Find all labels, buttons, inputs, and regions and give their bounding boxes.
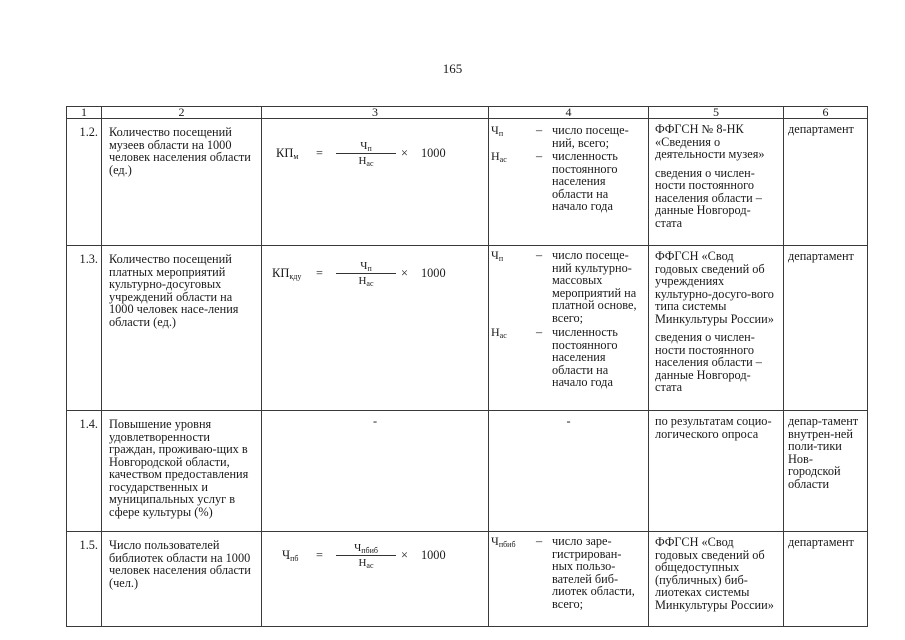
formula-cell [262,246,489,411]
equals-sign: = [316,266,323,280]
indicator-table [66,106,868,627]
indicator-name: Число пользователей библиотек области на 1000 человек населения области (чел.) [102,532,262,627]
column-header: 5 [649,107,784,119]
equals-sign: = [316,146,323,160]
definitions-cell: - [489,411,649,532]
column-header: 6 [784,107,868,119]
row-number: 1.3. [67,246,102,411]
table-row [67,532,868,627]
definitions-cell: $Ч_{пбиб}$ – число заре-гистрирован-ных пользо-вателей биб-лиотек области, всего; [489,532,649,627]
source-text: по результатам социо-логического опроса [655,414,772,441]
row-number: 1.5. [67,532,102,627]
formula-lhs: $КП_м$ [276,146,299,161]
source-text: сведения о числен-ности постоянного населения области – данные Новгород-стата [655,330,762,394]
source-cell [649,246,784,411]
column-header: 3 [262,107,489,119]
equals-sign: = [316,548,323,562]
definitions-cell: $Ч_п$ – число посеще-ний, всего; $Н_{ас}$ – численность постоянного населения области на начало года [489,119,649,246]
formula-lhs: $КП_{кду}$ [272,266,302,281]
formula [262,260,488,288]
formula [262,140,488,168]
source-text: ФФГСН № 8-НК «Сведения о деятельности музея» [655,122,765,161]
indicator-name: Количество посещений музеев области на 1000 человек населения области (ед.) [102,119,262,246]
fraction: $Ч_п$ $Н_{ас}$ [336,140,396,167]
row-number: 1.2. [67,119,102,246]
source-text: сведения о числен-ности постоянного населения области – данные Новгород-стата [655,165,762,230]
definitions-cell: $Ч_п$ – число посеще-ний культурно-массовых мероприятий на платной основе, всего; $Н_{ас}$ – численность постоянного населения области на начало года [489,246,649,411]
responsible-dept: департамент [784,119,868,246]
source-cell [649,411,784,532]
responsible-dept: департамент [784,246,868,411]
source-cell [649,532,784,627]
responsible-dept: департамент [784,532,868,627]
formula-cell [262,119,489,246]
column-header: 4 [489,107,649,119]
row-number: 1.4. [67,411,102,532]
responsible-dept: депар-тамент внутрен-ней поли-тики Нов-городской области [784,411,868,532]
indicator-name: Повышение уровня удовлетворенности граждан, проживаю-щих в Новгородской области, качеством предоставления государственных и муниципальных услуг в сфере культуры (%) [102,411,262,532]
table-header-row [67,107,868,119]
formula [262,542,488,570]
formula-lhs: $Ч_{пб}$ [282,548,299,563]
times-sign: × [401,146,408,160]
page-number: 165 [442,61,463,76]
source-text: ФФГСН «Свод годовых сведений об общедоступных (публичных) биб-лиотеках системы Минкультуры России» [655,535,774,612]
fraction: $Ч_п$ $Н_{ас}$ [336,260,396,287]
multiplier: 1000 [421,266,446,280]
source-cell [649,119,784,246]
column-header: 2 [102,107,262,119]
formula-cell: - [262,411,489,532]
formula-cell [262,532,489,627]
indicator-name: Количество посещений платных мероприятий культурно-досуговых учреждений области на 1000 человек насе-ления области (ед.) [102,246,262,411]
multiplier: 1000 [421,548,446,562]
times-sign: × [401,548,408,562]
fraction: $Ч_{пбиб}$ $Н_{ас}$ [336,542,396,569]
table-row [67,246,868,411]
times-sign: × [401,266,408,280]
table-row [67,119,868,246]
table-row [67,411,868,532]
source-text: ФФГСН «Свод годовых сведений об учреждениях культурно-досуго-вого типа системы Минкультуры России» [655,249,774,326]
column-header: 1 [67,107,102,119]
multiplier: 1000 [421,146,446,160]
